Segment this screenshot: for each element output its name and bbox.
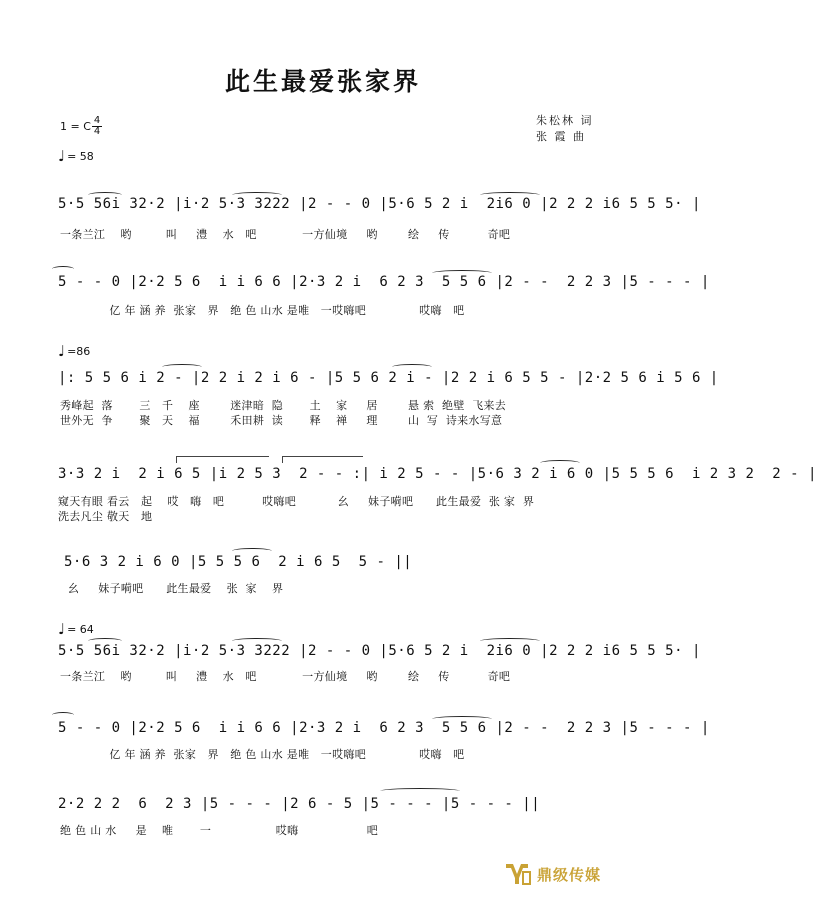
lyrics-system-8: 绝 色 山 水 是 唯 一 哎嗨 吧: [60, 824, 379, 837]
staff-system-8: 2·2 2 2 6 2 3 |5 - - - |2 6 - 5 |5 - - - |5 - - - ||: [58, 796, 541, 812]
brand-watermark: [503, 859, 628, 889]
slur-mark: [232, 548, 272, 554]
brand-logo-icon: [503, 860, 533, 888]
song-title: 此生最爱张家界: [224, 67, 421, 96]
slur-mark: [232, 192, 282, 198]
slur-mark: [540, 460, 580, 466]
volta-bracket-2: [282, 456, 363, 463]
lyrics-system-5: 幺 妹子嗬吧 此生最爱 张 家 界: [68, 582, 284, 595]
time-signature-top: 4: [93, 115, 101, 126]
lyrics-system-1: 一条兰江 哟 叫 澧 水 吧 一方仙境 哟 绘 传 奇吧: [60, 228, 511, 241]
quarter-note-icon: ♩: [58, 620, 66, 638]
slur-mark: [162, 364, 202, 370]
lyrics-system-3-verse-2: 世外无 争 聚 天 福 禾田耕 读 释 禅 理 山 写 诗来水写意: [60, 414, 503, 427]
staff-system-4: 3·3 2 i 2 i 6 5 |i 2 5 3 2 - - :| i 2 5 - - |5·6 3 2 i 6 0 |5 5 5 6 i 2 3 2 2 - |: [58, 466, 817, 482]
time-signature-bottom: 4: [93, 126, 101, 137]
staff-system-5: 5·6 3 2 i 6 0 |5 5 5 6 2 i 6 5 5 - ||: [64, 554, 413, 570]
time-signature: [92, 116, 102, 137]
quarter-note-icon: ♩: [58, 342, 66, 360]
slur-mark: [52, 266, 74, 272]
slur-mark: [432, 716, 492, 722]
watermark-text: 鼎级传媒: [537, 865, 602, 884]
tempo-marking-3: [58, 620, 94, 638]
slur-mark: [88, 638, 122, 644]
tempo-value: =86: [67, 344, 91, 358]
lyrics-system-2: 亿 年 涵 养 张家 界 绝 色 山水 是唯 一哎嗨吧 哎嗨 吧: [60, 304, 465, 317]
lyrics-system-7: 亿 年 涵 养 张家 界 绝 色 山水 是唯 一哎嗨吧 哎嗨 吧: [60, 748, 465, 761]
slur-mark: [232, 638, 282, 644]
slur-mark: [432, 270, 492, 276]
slur-mark: [380, 788, 460, 794]
staff-system-2: 5 - - 0 |2·2 5 6 i i 6 6 |2·3 2 i 6 2 3 5 5 6 |2 - - 2 2 3 |5 - - - |: [58, 274, 710, 290]
tempo-value: = 58: [67, 149, 94, 163]
lyrics-system-6: 一条兰江 哟 叫 澧 水 吧 一方仙境 哟 绘 传 奇吧: [60, 670, 511, 683]
volta-bracket-1: [176, 456, 269, 463]
tempo-marking-2: [58, 342, 90, 360]
tempo-marking-1: [58, 147, 94, 165]
lyricist-credit: 朱松林 词: [536, 114, 594, 127]
key-signature: 1 = C: [60, 120, 91, 133]
quarter-note-icon: ♩: [58, 147, 66, 165]
slur-mark: [392, 364, 432, 370]
tempo-value: = 64: [67, 622, 94, 636]
slur-mark: [52, 712, 74, 718]
slur-mark: [480, 638, 540, 644]
staff-system-6: 5·5 56i 32·2 |i·2 5·3 3222 |2 - - 0 |5·6 5 2 i 2i6 0 |2 2 2 i6 5 5 5· |: [58, 643, 701, 659]
lyrics-system-4-verse-1: 窥天有眼 看云 起 哎 嗨 吧 哎嗨吧 幺 妹子嗬吧 此生最爱 张 家 界: [58, 495, 535, 508]
lyrics-system-3-verse-1: 秀峰起 落 三 千 座 迷津暗 隐 土 家 居 悬 索 绝壁 飞来去: [60, 399, 507, 412]
staff-system-3: |: 5 5 6 i 2 - |2 2 i 2 i 6 - |5 5 6 2 i - |2 2 i 6 5 5 - |2·2 5 6 i 5 6 |: [58, 370, 719, 386]
lyrics-system-4-verse-2: 洗去凡尘 敬天 地: [58, 510, 153, 523]
staff-system-1: 5·5 56i 32·2 |i·2 5·3 3222 |2 - - 0 |5·6 5 2 i 2i6 0 |2 2 2 i6 5 5 5· |: [58, 196, 701, 212]
staff-system-7: 5 - - 0 |2·2 5 6 i i 6 6 |2·3 2 i 6 2 3 5 5 6 |2 - - 2 2 3 |5 - - - |: [58, 720, 710, 736]
slur-mark: [480, 192, 540, 198]
slur-mark: [88, 192, 122, 198]
composer-credit: 张 霞 曲: [536, 130, 586, 143]
